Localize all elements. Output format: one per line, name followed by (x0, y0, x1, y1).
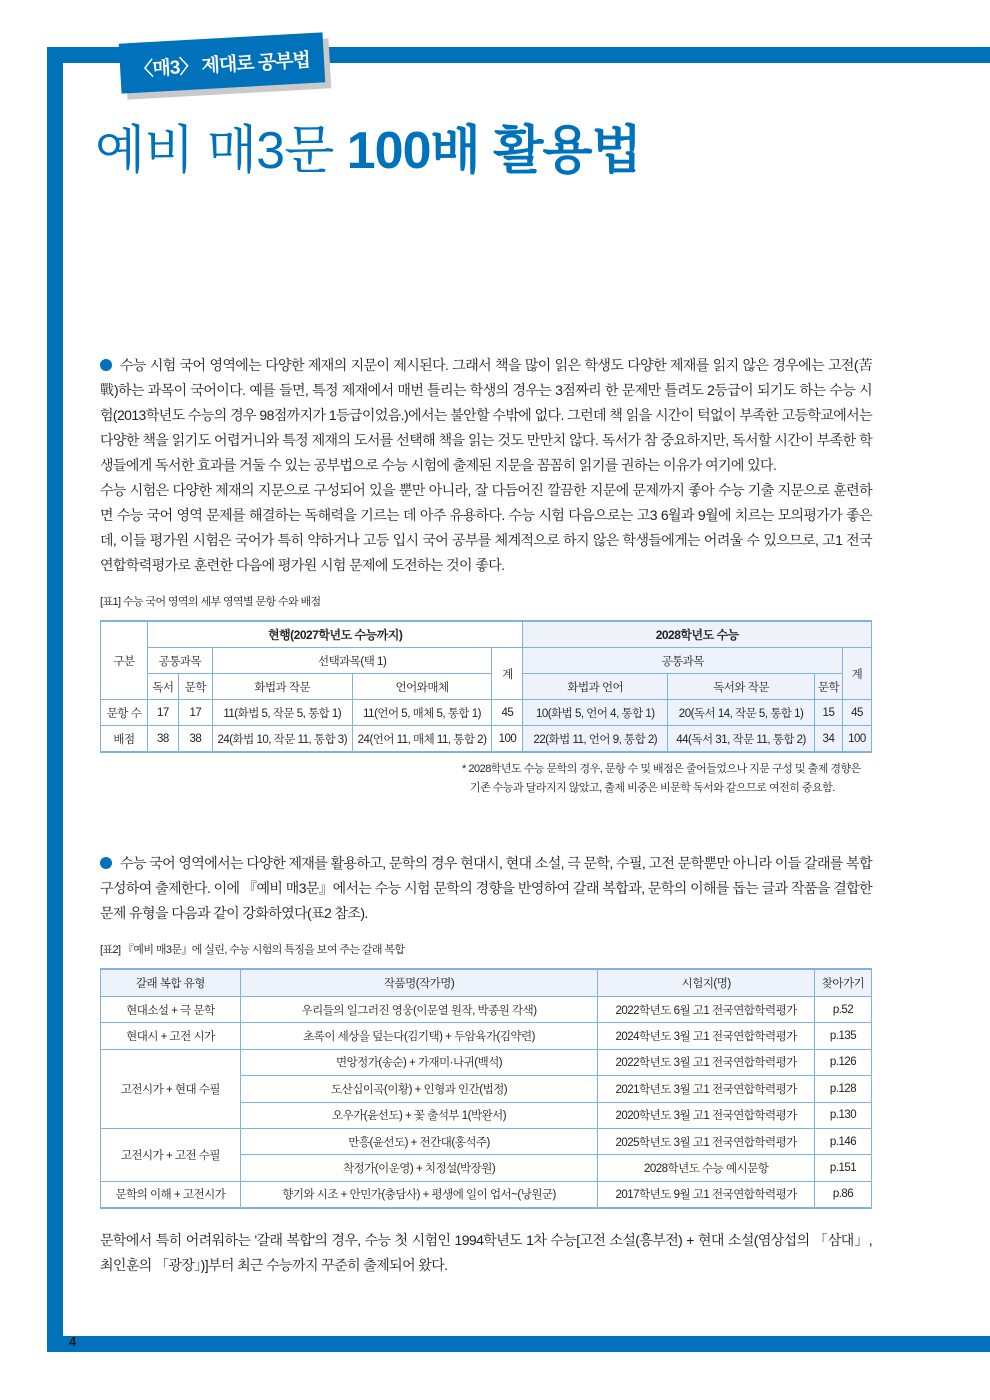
exam-cell: 2022학년도 6월 고1 전국연합학력평가 (598, 997, 815, 1023)
note-line-2: 기존 수능과 달라지지 않았고, 출제 비중은 비문학 독서와 같으므로 여전히 중요함. (470, 782, 835, 794)
work-cell: 초록이 세상을 덮는다(김기택) + 두암육가(김약련) (240, 1023, 598, 1049)
table-row (101, 997, 872, 1023)
table-row (101, 1181, 872, 1208)
paragraph-1b: 수능 시험은 다양한 제재의 지문으로 구성되어 있을 뿐만 아니라, 잘 다듬어진 깔끔한 지문에 문제까지 좋아 수능 기출 지문으로 훈련하면 수능 국어 영역 문제를 해결하는 독해력을 기르는 데 아주 유용하다. 수능 시험 다음으로는 고3 6월과 9월에 치르는 모의평가가 좋은데, 이들 평가원 시험은 국어가 특히 약하거나 고등 입시 국어 공부를 체계적으로 하지 않은 학생들에게는 어려울 수 있으므로, 고1 전국연합학력평가로 훈련한 다음에 평가원 시험 문제에 도전하는 것이 좋다. (100, 482, 872, 573)
header-common-2028: 공통과목 (523, 648, 843, 674)
header-speech-writing: 화법과 작문 (212, 674, 352, 700)
table-row (101, 1023, 872, 1049)
genre-type-cell: 현대시 + 고전 시가 (101, 1023, 241, 1049)
table-cell: 38 (147, 726, 178, 753)
header-reading-writing: 독서와 작문 (668, 674, 815, 700)
column-header: 시험지(명) (598, 969, 815, 997)
note-line-1: * 2028학년도 수능 문학의 경우, 문항 수 및 배점은 줄어들었으나 지문 구성 및 출제 경향은 (462, 763, 861, 775)
exam-cell: 2025학년도 3월 고1 전국연합학력평가 (598, 1128, 815, 1154)
page-number: 4 (69, 1334, 77, 1349)
page-ref-cell: p.130 (815, 1102, 872, 1128)
exam-cell: 2022학년도 3월 고1 전국연합학력평가 (598, 1049, 815, 1075)
table-cell: 10(화법 5, 언어 4, 통합 1) (523, 700, 668, 726)
header-common: 공통과목 (147, 648, 212, 674)
page-ref-cell: p.151 (815, 1155, 872, 1181)
table-row (101, 1128, 872, 1154)
column-header: 갈래 복합 유형 (101, 969, 241, 997)
closing-paragraph: 문학에서 특히 어려워하는 '갈래 복합'의 경우, 수능 첫 시험인 1994학년도 1차 수능[고전 소설(흥부전) + 현대 소설(염상섭의 「삼대」, 최인훈의 「광장」)]부터 최근 수능까지 꾸준히 출제되어 왔다. (100, 1232, 872, 1273)
section-tab: 〈매3〉 제대로 공부법 (119, 32, 325, 93)
genre-paragraph (100, 851, 872, 926)
paragraph-1: 수능 시험 국어 영역에는 다양한 제재의 지문이 제시된다. 그래서 책을 많이 읽은 학생도 다양한 제재를 읽지 않은 경우에는 고전(苦戰)하는 과목이 국어이다. 예를 들면, 특정 제재에서 매번 틀리는 학생의 경우는 3점짜리 한 문제만 틀려도 2등급이 되기도 하는 수능 시험(2013학년도 수능의 경우 98점까지가 1등급이었음.)에서는 불안할 수밖에 없다. 그런데 책 읽을 시간이 턱없이 부족한 고등학교에서는 다양한 책을 읽기도 어렵거니와 특정 제재의 도서를 선택해 책을 읽는 것도 만만치 않다. 독서가 참 중요하지만, 독서할 시간이 부족한 학생들에게 독서한 효과를 거둘 수 있는 공부법으로 수능 시험에 출제된 지문을 꼼꼼히 읽기를 권하는 이유가 여기에 있다. (100, 357, 872, 473)
header-reading: 독서 (147, 674, 178, 700)
column-header: 작품명(작가명) (240, 969, 598, 997)
bullet-icon (100, 857, 112, 869)
table-question-distribution (100, 620, 872, 753)
table-cell: 배점 (101, 726, 148, 753)
table-cell: 34 (814, 726, 842, 753)
table-cell: 22(화법 11, 언어 9, 통합 2) (523, 726, 668, 753)
table-header-row (101, 969, 872, 997)
table-row (101, 726, 872, 753)
header-current: 현행(2027학년도 수능까지) (147, 621, 522, 648)
genre-type-cell: 고전시가 + 고전 수필 (101, 1128, 241, 1181)
work-cell: 착정가(이운영) + 치정설(박장원) (240, 1155, 598, 1181)
page-ref-cell: p.52 (815, 997, 872, 1023)
title-bold: 100배 활용법 (346, 122, 641, 180)
bullet-icon (100, 359, 112, 371)
intro-paragraph (100, 353, 872, 578)
table-cell: 24(언어 11, 매체 11, 통합 2) (352, 726, 492, 753)
table-cell: 45 (842, 700, 871, 726)
header-total: 계 (492, 648, 523, 700)
genre-type-cell: 문학의 이해 + 고전시가 (101, 1181, 241, 1208)
exam-cell: 2021학년도 3월 고1 전국연합학력평가 (598, 1076, 815, 1102)
table1-caption: [표1] 수능 국어 영역의 세부 영역별 문항 수와 배점 (100, 596, 321, 608)
page-ref-cell: p.126 (815, 1049, 872, 1075)
table-cell: 38 (178, 726, 212, 753)
work-cell: 면앙정가(송순) + 가재미·나귀(백석) (240, 1049, 598, 1075)
header-speech-language: 화법과 언어 (523, 674, 668, 700)
table-cell: 15 (814, 700, 842, 726)
exam-cell: 2017학년도 9월 고1 전국연합학력평가 (598, 1181, 815, 1208)
header-total-2028: 계 (842, 648, 871, 700)
table-cell: 24(화법 10, 작문 11, 통합 3) (212, 726, 352, 753)
header-literature-2028: 문학 (814, 674, 842, 700)
work-cell: 오우가(윤선도) + 꽃 출석부 1(박완서) (240, 1102, 598, 1128)
exam-cell: 2024학년도 3월 고1 전국연합학력평가 (598, 1023, 815, 1049)
table-cell: 문항 수 (101, 700, 148, 726)
header-language-media: 언어와매체 (352, 674, 492, 700)
header-literature: 문학 (178, 674, 212, 700)
column-header: 찾아가기 (815, 969, 872, 997)
header-category: 구분 (101, 621, 148, 700)
header-2028: 2028학년도 수능 (523, 621, 872, 648)
genre-type-cell: 고전시가 + 현대 수필 (101, 1049, 241, 1128)
page-title (95, 108, 641, 183)
page-frame-left (47, 47, 63, 1352)
table-cell: 11(화법 5, 작문 5, 통합 1) (212, 700, 352, 726)
table-genre-combination (100, 968, 872, 1209)
table-cell: 17 (147, 700, 178, 726)
table-cell: 44(독서 31, 작문 11, 통합 2) (668, 726, 815, 753)
title-light: 예비 매3문 (95, 122, 347, 180)
paragraph-2: 수능 국어 영역에서는 다양한 제재를 활용하고, 문학의 경우 현대시, 현대 소설, 극 문학, 수필, 고전 문학뿐만 아니라 이들 갈래를 복합 구성하여 출제한다. 이에 『예비 매3문』에서는 수능 시험 문학의 경향을 반영하여 갈래 복합과, 문학의 이해를 돕는 글과 작품을 결합한 문제 유형을 다음과 같이 강화하였다(표2 참조). (100, 855, 872, 921)
table-cell: 20(독서 14, 작문 5, 통합 1) (668, 700, 815, 726)
work-cell: 우리들의 일그러진 영웅(이문열 원작, 박종원 각색) (240, 997, 598, 1023)
exam-cell: 2020학년도 3월 고1 전국연합학력평가 (598, 1102, 815, 1128)
header-elective: 선택과목(택 1) (212, 648, 492, 674)
genre-type-cell: 현대소설 + 극 문학 (101, 997, 241, 1023)
table-cell: 100 (492, 726, 523, 753)
work-cell: 도산십이곡(이황) + 인형과 인간(법정) (240, 1076, 598, 1102)
table-cell: 100 (842, 726, 871, 753)
page-frame-bottom (47, 1336, 990, 1352)
table-cell: 17 (178, 700, 212, 726)
page-ref-cell: p.135 (815, 1023, 872, 1049)
exam-cell: 2028학년도 수능 예시문항 (598, 1155, 815, 1181)
table-row (101, 700, 872, 726)
table-cell: 11(언어 5, 매체 5, 통합 1) (352, 700, 492, 726)
table-cell: 45 (492, 700, 523, 726)
page-ref-cell: p.128 (815, 1076, 872, 1102)
work-cell: 만흥(윤선도) + 전간대(홍석주) (240, 1128, 598, 1154)
table1-note (462, 760, 861, 798)
work-cell: 향기와 시조 + 안민가(충담사) + 평생에 일이 업서~(낭원군) (240, 1181, 598, 1208)
page-ref-cell: p.86 (815, 1181, 872, 1208)
table-row (101, 1049, 872, 1075)
table2-caption: [표2] 『예비 매3문』에 실린, 수능 시험의 특징을 보여 주는 갈래 복합 (100, 944, 405, 956)
page-ref-cell: p.146 (815, 1128, 872, 1154)
